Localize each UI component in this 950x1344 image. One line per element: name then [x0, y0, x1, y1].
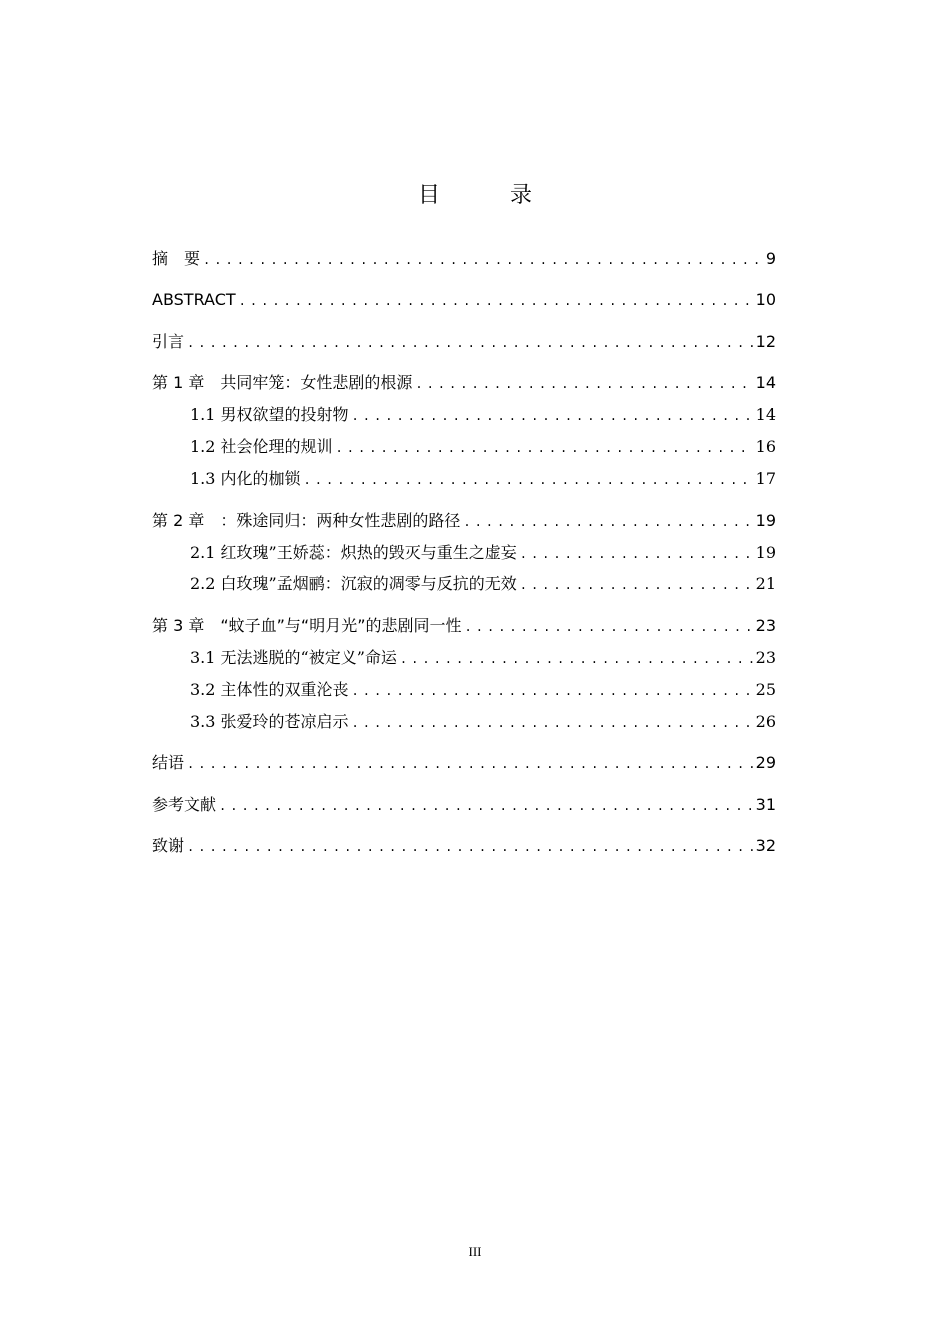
dot-leader: [520, 544, 753, 564]
dot-leader: [304, 470, 753, 490]
dot-leader: [336, 438, 753, 458]
toc-page-number: 17: [755, 469, 776, 488]
toc-entry-section-1-3[interactable]: [190, 469, 776, 490]
dot-leader: [400, 649, 753, 669]
dot-leader: [520, 575, 753, 595]
toc-page-number: 21: [755, 574, 776, 593]
toc-page-number: 31: [755, 795, 776, 814]
toc-page-number: 23: [755, 648, 776, 667]
page-footer-number: III: [468, 1244, 482, 1259]
toc-page-number: 10: [755, 290, 776, 309]
toc-entry-label: 3.2 主体性的双重沦丧: [190, 680, 349, 699]
toc-page-number: 26: [755, 712, 776, 731]
toc-entry-label: 3.1 无法逃脱的“被定义”命运: [190, 648, 397, 667]
toc-entry-label: 2.1 红玫瑰”王娇蕊：炽热的毁灭与重生之虚妄: [190, 543, 517, 562]
dot-leader: [239, 291, 753, 311]
dot-leader: [219, 796, 753, 816]
toc-entry-label: 第 2 章 ：殊途同归：两种女性悲剧的路径: [152, 511, 461, 530]
toc-entry-abstract-en[interactable]: [152, 290, 776, 311]
toc-entry-label: ABSTRACT: [152, 290, 236, 309]
toc-entry-section-2-2[interactable]: [190, 574, 776, 595]
toc-page-number: 25: [755, 680, 776, 699]
toc-entry-section-3-2[interactable]: [190, 680, 776, 701]
toc-entry-section-1-2[interactable]: [190, 437, 776, 458]
dot-leader: [187, 333, 753, 353]
toc-entry-label: 致谢: [152, 836, 185, 855]
dot-leader: [203, 250, 763, 270]
toc-page-number: 14: [755, 373, 776, 392]
toc-entry-label: 1.2 社会伦理的规训: [190, 437, 333, 456]
toc-entry-label: 结语: [152, 753, 185, 772]
dot-leader: [187, 837, 753, 857]
toc-page-number: 9: [765, 249, 776, 268]
toc-entry-conclusion[interactable]: [152, 753, 776, 774]
dot-leader: [352, 681, 753, 701]
toc-page-number: 32: [755, 836, 776, 855]
toc-page-number: 12: [755, 332, 776, 351]
toc-entry-label: 参考文献: [152, 795, 217, 814]
dot-leader: [415, 374, 752, 394]
toc-entry-label: 引言: [152, 332, 185, 351]
toc-page-number: 16: [755, 437, 776, 456]
dot-leader: [463, 512, 752, 532]
dot-leader: [352, 406, 753, 426]
dot-leader: [352, 713, 753, 733]
toc-entry-section-2-1[interactable]: [190, 543, 776, 564]
toc-entry-label: 3.3 张爱玲的苍凉启示: [190, 712, 349, 731]
toc-entry-chapter-1[interactable]: [152, 373, 776, 394]
toc-entry-label: 1.1 男权欲望的投射物: [190, 405, 349, 424]
toc-entry-section-1-1[interactable]: [190, 405, 776, 426]
toc-entry-references[interactable]: [152, 795, 776, 816]
toc-page-number: 14: [755, 405, 776, 424]
toc-entry-acknowledgements[interactable]: [152, 836, 776, 857]
dot-leader: [465, 617, 753, 637]
toc-entry-section-3-3[interactable]: [190, 712, 776, 733]
toc-title: 目 录: [417, 183, 556, 208]
toc-entry-section-3-1[interactable]: [190, 648, 776, 669]
toc-page-number: 29: [755, 753, 776, 772]
toc-entry-label: 第 3 章 “蚊子血”与“明月光”的悲剧同一性: [152, 616, 462, 635]
toc-entry-label: 第 1 章 共同牢笼：女性悲剧的根源: [152, 373, 413, 392]
toc-entry-label: 1.3 内化的枷锁: [190, 469, 301, 488]
toc-entry-label: 2.2 白玫瑰”孟烟鹂：沉寂的凋零与反抗的无效: [190, 574, 517, 593]
toc-page-number: 19: [755, 511, 776, 530]
toc-entry-abstract-cn[interactable]: [152, 249, 776, 270]
toc-page-number: 23: [755, 616, 776, 635]
toc-page-number: 19: [755, 543, 776, 562]
toc-entry-introduction[interactable]: [152, 332, 776, 353]
toc-entry-chapter-2[interactable]: [152, 511, 776, 532]
toc-entry-chapter-3[interactable]: [152, 616, 776, 637]
dot-leader: [187, 754, 753, 774]
toc-entry-label: 摘 要: [152, 249, 201, 268]
